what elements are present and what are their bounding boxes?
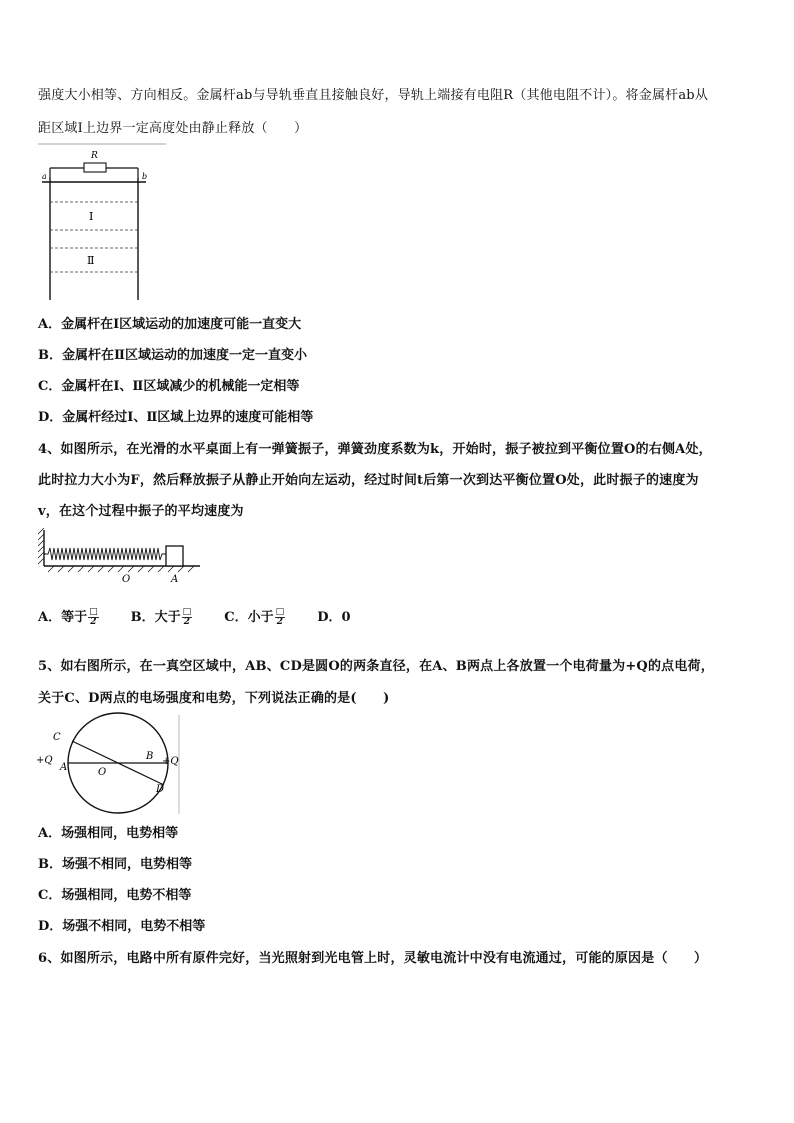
- rod-end-a: a: [42, 172, 47, 181]
- q4-option-b: B．大于 $\frac{□}{2}$: [130, 607, 192, 627]
- point-a-label: A: [60, 762, 68, 773]
- q3-option-b: B．金属杆在Ⅱ区域运动的加速度一定一直变小: [38, 348, 307, 363]
- q3-option-a: A．金属杆在Ⅰ区域运动的加速度可能一直变大: [38, 317, 302, 332]
- rod-end-b: b: [142, 172, 148, 181]
- q5-option-d: D．场强不相同，电势不相等: [38, 919, 206, 934]
- region-2-label: Ⅱ: [87, 254, 95, 267]
- q4-option-d: D．0: [317, 610, 351, 625]
- q5-text-line1: 5、如右图所示，在一真空区域中，AB、CD是圆O的两条直径，在A、B两点上各放置一个电荷量为+Q的点电荷，: [38, 659, 714, 674]
- region-1-label: Ⅰ: [89, 210, 94, 223]
- q3-text-line2: 距区域Ⅰ上边界一定高度处由静止释放（ ）: [38, 121, 308, 136]
- q3-option-c: C．金属杆在Ⅰ、Ⅱ区域减少的机械能一定相等: [38, 379, 300, 394]
- q3-option-d: D．金属杆经过Ⅰ、Ⅱ区域上边界的速度可能相等: [38, 410, 314, 425]
- q5-option-a: A．场强相同，电势相等: [38, 826, 179, 841]
- q4-text-line1: 4、如图所示，在光滑的水平桌面上有一弹簧振子，弹簧劲度系数为k，开始时，振子被拉到平衡位置O的右侧A处，: [38, 442, 712, 457]
- q4-text-line3: v，在这个过程中振子的平均速度为: [38, 504, 244, 519]
- left-charge-label: +Q: [36, 755, 53, 766]
- q4-option-a: A．等于 $\frac{□}{2}$: [38, 607, 98, 627]
- q4-options-row: [38, 606, 351, 627]
- q5-figure-circle: [34, 712, 184, 821]
- point-b-label: B: [146, 751, 154, 762]
- q5-option-b: B．场强不相同，电势相等: [38, 857, 192, 872]
- q3-text-line1: 强度大小相等、方向相反。金属杆ab与导轨垂直且接触良好，导轨上端接有电阻R（其他电阻不计）。将金属杆ab从: [38, 88, 709, 103]
- center-o-label: O: [98, 767, 107, 778]
- point-d-label: D: [156, 784, 165, 795]
- q4-option-c: C．小于 $\frac{□}{2}$: [224, 607, 285, 627]
- q4-figure-spring: [38, 526, 208, 590]
- right-charge-label: +Q: [162, 756, 179, 767]
- q6-text-line1: 6、如图所示，电路中所有原件完好，当光照射到光电管上时，灵敏电流计中没有电流通过，可能的原因是（ ）: [38, 951, 708, 966]
- position-label-a: A: [171, 574, 179, 585]
- point-c-label: C: [53, 732, 61, 743]
- q3-figure-rails: [36, 140, 171, 306]
- q4-text-line2: 此时拉力大小为F，然后释放振子从静止开始向左运动，经过时间t后第一次到达平衡位置O处，此时振子的速度为: [38, 473, 699, 488]
- resistor-label: R: [91, 151, 98, 161]
- q5-text-line2: 关于C、D两点的电场强度和电势，下列说法正确的是( ): [38, 691, 390, 706]
- equilibrium-label-o: O: [122, 574, 131, 585]
- q5-option-c: C．场强相同，电势不相等: [38, 888, 192, 903]
